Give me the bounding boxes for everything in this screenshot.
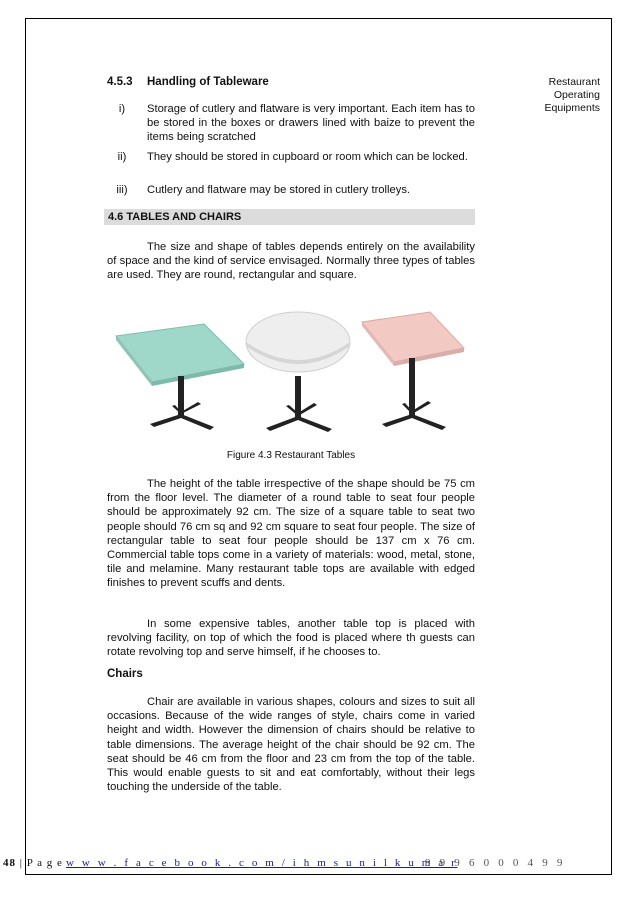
item-text: They should be stored in cupboard or room which can be locked. [147,151,468,163]
rectangular-table [116,324,244,430]
section-number: 4.5.3 [107,76,133,88]
body-paragraph: In some expensive tables, another table top is placed with revolving facility, on top of which the food is placed where th guests can rotate revolving top and serve himself, if he chooses to. [107,618,475,659]
item-number: ii) [117,151,127,163]
section-title: Handling of Tableware [147,76,269,88]
chairs-paragraph: Chair are available in various shapes, colours and sizes to suit all occasions. Because of the wide ranges of style, chairs come in varied height and width. However the dimension of chairs should be relative to table dimensions. The average height of the chair should be 92 cm. The seat should be 46 cm from the floor and 23 cm from the top of the table. This would enable guests to sit and eat comfortably, without their legs touching the underside of the table. [107,696,475,794]
side-label: Restaurant Operating Equipments [544,76,600,114]
item-number: i) [118,103,126,115]
restaurant-tables-image [112,306,468,438]
intro-paragraph: The size and shape of tables depends entirely on the availability of space and the kind of service envisaged. Normally three types of tables are used. They are round, rectangular and square. [107,241,475,282]
figure-caption: Figure 4.3 Restaurant Tables [226,450,356,461]
page-number: 48 | P a g e [3,857,63,869]
facebook-link[interactable]: w w w . f a c e b o o k . c o m / i h m s u n i l k u m a r [66,857,458,869]
chairs-heading: Chairs [107,668,143,680]
phone-number: 9 9 9 6 0 0 0 4 9 9 [425,857,566,869]
body-paragraph: The height of the table irrespective of the shape should be 75 cm from the floor level. The diameter of a round table to seat four people should be approximately 92 cm. The size of a square table to seat two people should 76 cm sq and 92 cm square to seat four people. The size of rectangular table to seat four people should be 137 cm x 76 cm. Commercial table tops come in a variety of materials: wood, metal, stone, tile and melamine. Many restaurant table tops are available with edged finishes to prevent scuffs and dents. [107,478,475,590]
section-heading-bar [104,209,475,225]
item-number: iii) [116,184,128,196]
round-table [246,312,350,432]
item-text: Cutlery and flatware may be stored in cutlery trolleys. [147,184,411,196]
page-footer [0,857,638,877]
item-text: Storage of cutlery and flatware is very important. Each item has to be stored in the boxes or drawers lined with baize to prevent the items being scratched [147,103,475,143]
section-heading: 4.6 TABLES AND CHAIRS [108,211,242,223]
square-table [362,312,464,430]
